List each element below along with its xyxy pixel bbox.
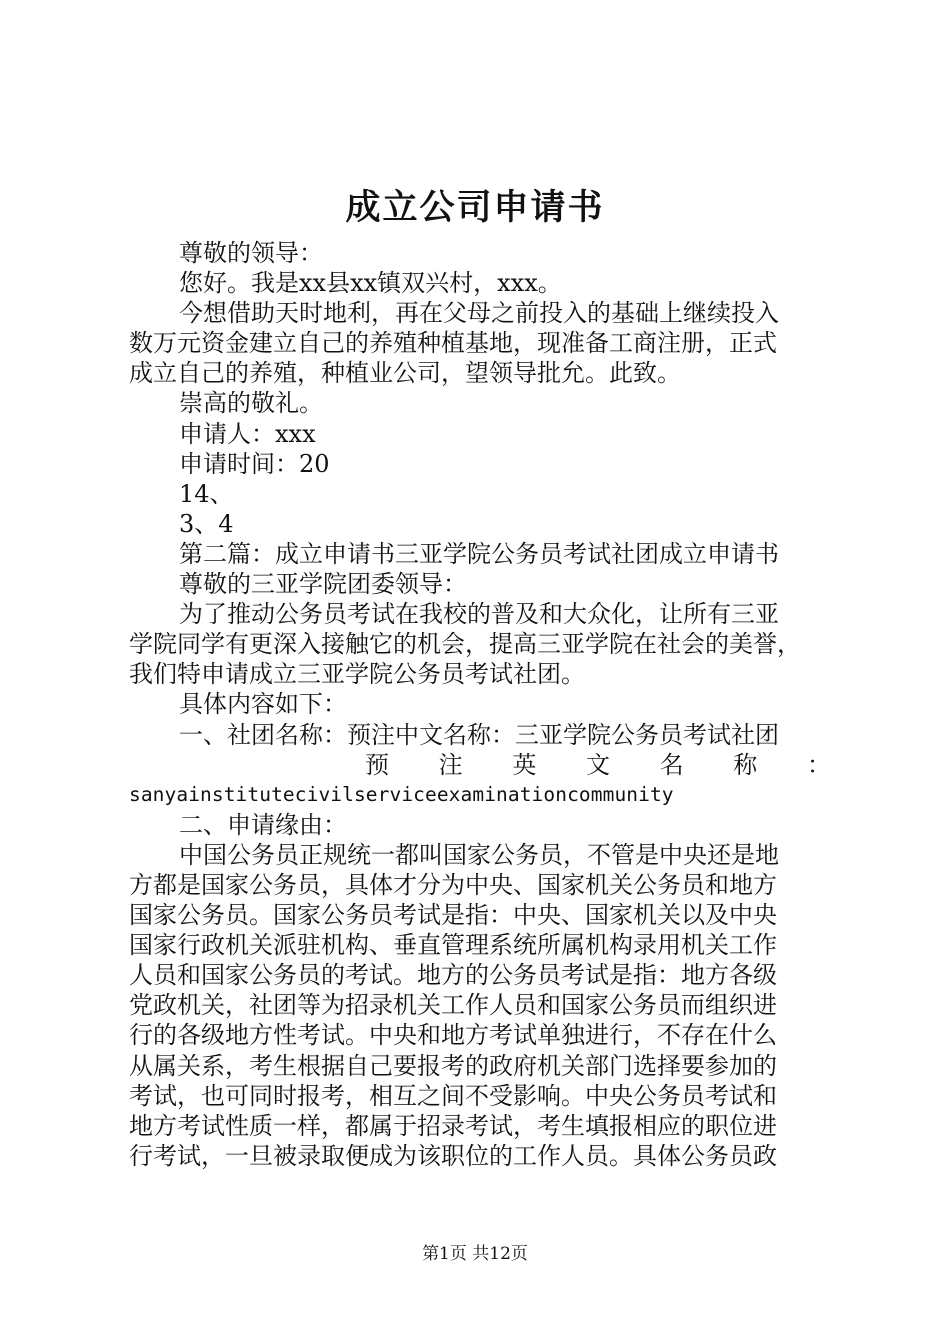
- paragraph-line: 申请人：xxx: [179, 419, 316, 448]
- paragraph-line: 国家公务员。国家公务员考试是指：中央、国家机关以及中央: [129, 901, 777, 930]
- paragraph-line: 尊敬的领导：: [179, 239, 323, 267]
- paragraph-line: 今想借助天时地利，再在父母之前投入的基础上继续投入: [179, 299, 779, 328]
- paragraph-line: 中国公务员正规统一都叫国家公务员，不管是中央还是地: [179, 840, 779, 869]
- paragraph-line: 您好。我是xx县xx镇双兴村，xxx。: [179, 269, 562, 298]
- label-char: 名: [659, 750, 684, 779]
- paragraph-line: 尊敬的三亚学院团委领导：: [179, 570, 467, 599]
- document-title: 成立公司申请书: [345, 187, 605, 228]
- paragraph-line: 为了推动公务员考试在我校的普及和大众化，让所有三亚: [179, 600, 779, 629]
- paragraph-line: 地方考试性质一样，都属于招录考试，考生填报相应的职位进: [129, 1111, 777, 1140]
- paragraph-line: 国家行政机关派驻机构、垂直管理系统所属机构录用机关工作: [129, 931, 777, 960]
- paragraph-line: 14、: [179, 479, 234, 508]
- paragraph-line: 学院同学有更深入接触它的机会，提高三亚学院在社会的美誉，: [129, 630, 801, 659]
- english-name-label: [129, 750, 831, 780]
- label-char: 预: [365, 750, 389, 779]
- paragraph-line: 3、4: [179, 509, 234, 538]
- label-char: 称: [733, 750, 758, 779]
- document-body: [129, 238, 831, 1171]
- paragraph-line: 人员和国家公务员的考试。地方的公务员考试是指：地方各级: [129, 961, 777, 990]
- label-char: 英: [512, 750, 537, 779]
- label-char: ：: [806, 750, 831, 779]
- paragraph-line: 申请时间：20: [179, 449, 330, 478]
- section-heading: 二、申请缘由：: [179, 810, 347, 839]
- paragraph-line: 一、社团名称：预注中文名称：三亚学院公务员考试社团: [179, 720, 779, 749]
- paragraph-line: 具体内容如下：: [179, 690, 347, 719]
- paragraph-line: 考试，也可同时报考，相互之间不受影响。中央公务员考试和: [129, 1081, 777, 1110]
- label-char: 注: [438, 750, 463, 779]
- paragraph-line: 成立自己的养殖，种植业公司，望领导批允。此致。: [129, 359, 681, 388]
- paragraph-line: 从属关系，考生根据自己要报考的政府机关部门选择要参加的: [129, 1051, 777, 1080]
- english-name-value: sanyainstitutecivilserviceexaminationcommunity: [129, 782, 674, 806]
- paragraph-line: 崇高的敬礼。: [179, 389, 323, 418]
- paragraph-line: 方都是国家公务员，具体才分为中央、国家机关公务员和地方: [129, 870, 777, 899]
- label-char: 文: [585, 750, 610, 779]
- paragraph-line: 党政机关，社团等为招录机关工作人员和国家公务员而组织进: [129, 991, 777, 1020]
- paragraph-line: 行考试，一旦被录取便成为该职位的工作人员。具体公务员政: [129, 1141, 777, 1170]
- paragraph-line: 数万元资金建立自己的养殖种植基地，现准备工商注册，正式: [129, 329, 777, 358]
- section-heading: 第二篇：成立申请书三亚学院公务员考试社团成立申请书: [179, 539, 779, 568]
- paragraph-line: 行的各级地方性考试。中央和地方考试单独进行，不存在什么: [129, 1021, 777, 1050]
- page-footer: 第1页 共12页: [422, 1244, 528, 1264]
- paragraph-line: 我们特申请成立三亚学院公务员考试社团。: [129, 660, 585, 689]
